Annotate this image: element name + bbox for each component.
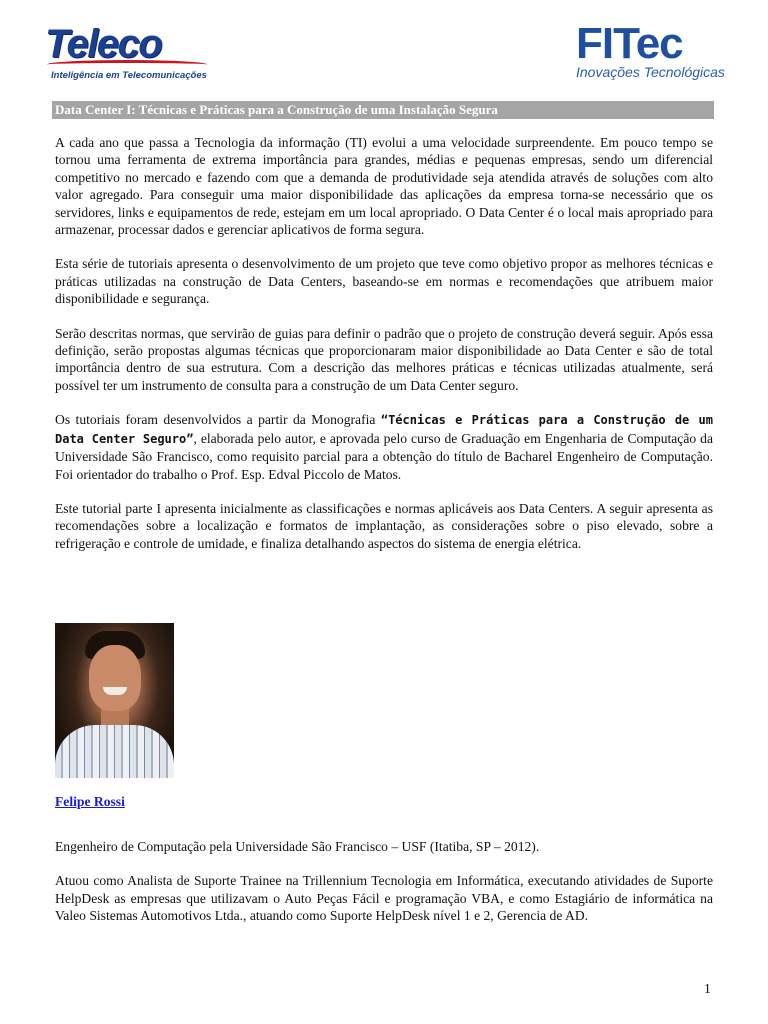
monografia-details: , elaborada pelo autor, e aprovada pelo curso de Graduação em Engenharia de Computação da Universidade São Francisco, como requisito parcial para a obtenção do título de Bacharel Engenheiro de Computação. Foi orientador do trabalho o Prof. Esp. Edval Piccolo de Matos. [55,430,713,482]
paragraph: Este tutorial parte I apresenta inicialmente as classificações e normas aplicáveis aos Data Centers. A seguir apresenta as recomendações sobre a localização e formatos de implantação, as considerações sobre o piso elevado, sobre a refrigeração e controle de umidade, e finaliza detalhando aspectos do sistema de energia elétrica. [55,500,713,551]
document-body [55,134,713,569]
author-bio [55,838,713,942]
monografia-intro: Os tutoriais foram desenvolvidos a partir da Monografia [55,412,381,428]
teleco-logo [45,24,215,84]
fitec-logo-tagline: Inovações Tecnológicas [576,64,725,80]
bio-paragraph: Atuou como Analista de Suporte Trainee na Trillennium Tecnologia em Informática, executando atividades de Suporte HelpDesk as empresas que utilizavam o Auto Peças Fácil e programação VBA, e como Estagiário de informática na Valeo Sistemas Automotivos Ltda., atuando como Suporte HelpDesk nível 1 e 2, Gerencia de AD. [55,873,713,924]
bio-paragraph: Engenheiro de Computação pela Universidade São Francisco – USF (Itatiba, SP – 2012). [55,839,540,854]
monografia-title: “Técnicas e Práticas para a Construção de um Data Center Seguro” [55,413,713,446]
document-title: Data Center I: Técnicas e Práticas para a Construção de uma Instalação Segura [52,101,714,119]
teleco-logo-name: Teleco [45,22,162,66]
fitec-logo [576,19,746,84]
teleco-logo-tagline: Inteligência em Telecomunicações [51,70,207,81]
paragraph: Serão descritas normas, que servirão de guias para definir o padrão que o projeto de construção deverá seguir. Após essa definição, serão propostas algumas técnicas que proporcionaram maior disponibilidade ao Data Center e são de total importância dentro de sua estrutura. Com a descrição das melhores práticas e técnicas utilizadas atualmente, será possível ter um instrumento de consulta para a construção de um Data Center seguro. [55,325,713,393]
author-name-link[interactable]: Felipe Rossi [55,794,125,809]
paragraph: A cada ano que passa a Tecnologia da informação (TI) evolui a uma velocidade surpreendente. Em pouco tempo se tornou uma ferramenta de extrema importância para grandes, médias e pequenas empresas, sendo um diferencial competitivo no mercado e fazendo com que a demanda de produtividade seja atendida através de soluções com alto valor agregado. Para conseguir uma maior disponibilidade das aplicações da empresa torna-se necessário que os servidores, links e equipamentos de rede, estejam em um local apropriado. O Data Center é o local mais apropriado para armazenar, processar dados e gerenciar aplicativos de forma segura. [55,135,713,238]
teleco-swoosh-icon [47,60,207,69]
author-photo [55,623,174,778]
paragraph: Esta série de tutoriais apresenta o desenvolvimento de um projeto que teve como objetivo propor as melhores técnicas e práticas utilizadas na construção de Data Centers, baseando-se em normas e recomendações que atribuem maior disponibilidade e segurança. [55,256,713,307]
fitec-logo-name: FITec [576,19,683,68]
page-number: 1 [704,981,711,996]
paragraph-monografia [55,411,713,483]
